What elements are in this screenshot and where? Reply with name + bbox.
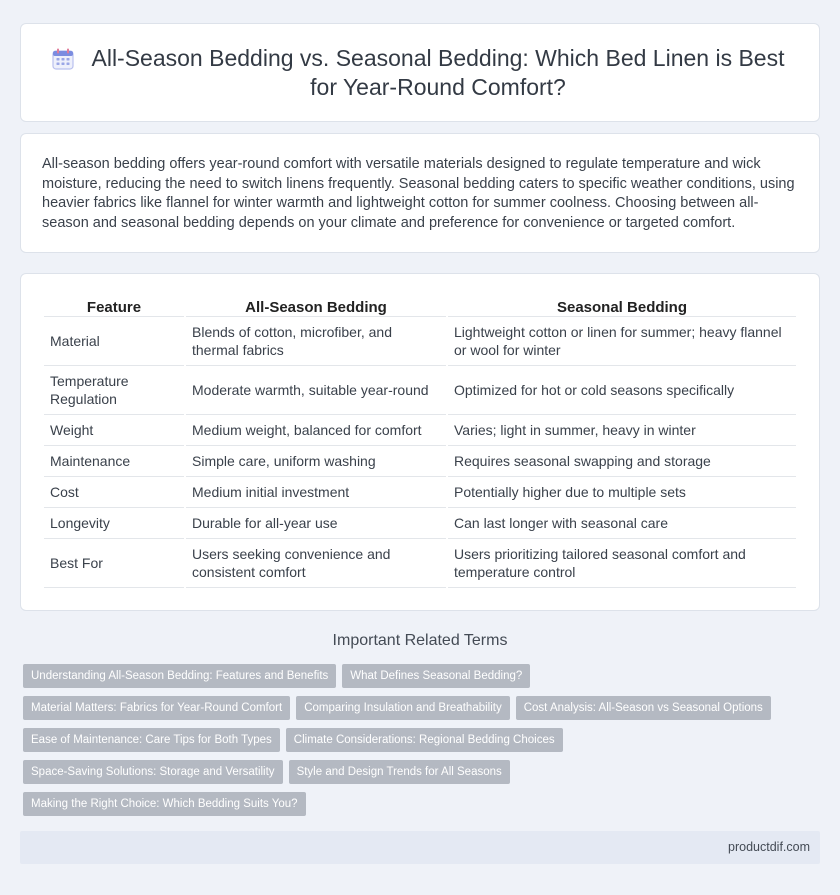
row-feature-cell: Material bbox=[44, 317, 184, 366]
table-row bbox=[44, 477, 796, 508]
row-feature-cell: Best For bbox=[44, 539, 184, 588]
calendar-icon bbox=[51, 47, 75, 71]
row-seasonal-cell: Lightweight cotton or linen for summer; heavy flannel or wool for winter bbox=[448, 317, 796, 366]
table-row bbox=[44, 446, 796, 477]
table-header-row bbox=[44, 295, 796, 317]
footer-site-link[interactable]: productdif.com bbox=[728, 840, 810, 854]
table-row bbox=[44, 317, 796, 366]
related-term-tag[interactable]: Making the Right Choice: Which Bedding Suits You? bbox=[23, 792, 306, 816]
row-feature-cell: Temperature Regulation bbox=[44, 366, 184, 415]
row-all-season-cell: Simple care, uniform washing bbox=[186, 446, 446, 477]
title-row bbox=[21, 24, 819, 121]
related-term-tag[interactable]: What Defines Seasonal Bedding? bbox=[342, 664, 530, 688]
comparison-table-card bbox=[20, 273, 820, 611]
related-term-tag[interactable]: Ease of Maintenance: Care Tips for Both Types bbox=[23, 728, 280, 752]
comparison-table bbox=[42, 295, 798, 588]
intro-paragraph: All-season bedding offers year-round comfort with versatile materials designed to regulate temperature and wick moisture, reducing the need to switch linens frequently. Seasonal bedding caters to specific weather conditions, using heavier fabrics like flannel for winter warmth and lightweight cotton for summer coolness. Choosing between all-season and seasonal bedding depends on your climate and preference for convenience or targeted comfort. bbox=[42, 156, 795, 231]
related-terms-list bbox=[23, 664, 813, 824]
row-all-season-cell: Medium weight, balanced for comfort bbox=[186, 415, 446, 446]
related-term-tag[interactable]: Cost Analysis: All-Season vs Seasonal Options bbox=[516, 696, 771, 720]
related-term-tag[interactable]: Climate Considerations: Regional Bedding Choices bbox=[286, 728, 563, 752]
column-header-feature: Feature bbox=[44, 295, 184, 317]
row-all-season-cell: Durable for all-year use bbox=[186, 508, 446, 539]
row-seasonal-cell: Can last longer with seasonal care bbox=[448, 508, 796, 539]
related-term-tag[interactable]: Style and Design Trends for All Seasons bbox=[289, 760, 510, 784]
row-feature-cell: Cost bbox=[44, 477, 184, 508]
row-seasonal-cell: Requires seasonal swapping and storage bbox=[448, 446, 796, 477]
footer-bar bbox=[20, 831, 820, 864]
intro-card bbox=[20, 133, 820, 253]
related-term-tag[interactable]: Material Matters: Fabrics for Year-Round Comfort bbox=[23, 696, 290, 720]
table-row bbox=[44, 539, 796, 588]
row-all-season-cell: Moderate warmth, suitable year-round bbox=[186, 366, 446, 415]
column-header-seasonal: Seasonal Bedding bbox=[448, 295, 796, 317]
row-feature-cell: Weight bbox=[44, 415, 184, 446]
row-all-season-cell: Blends of cotton, microfiber, and thermal fabrics bbox=[186, 317, 446, 366]
row-seasonal-cell: Users prioritizing tailored seasonal comfort and temperature control bbox=[448, 539, 796, 588]
table-row bbox=[44, 415, 796, 446]
table-row bbox=[44, 508, 796, 539]
row-feature-cell: Maintenance bbox=[44, 446, 184, 477]
row-feature-cell: Longevity bbox=[44, 508, 184, 539]
row-all-season-cell: Users seeking convenience and consistent comfort bbox=[186, 539, 446, 588]
row-all-season-cell: Medium initial investment bbox=[186, 477, 446, 508]
table-row bbox=[44, 366, 796, 415]
related-term-tag[interactable]: Comparing Insulation and Breathability bbox=[296, 696, 510, 720]
column-header-all-season: All-Season Bedding bbox=[186, 295, 446, 317]
row-seasonal-cell: Potentially higher due to multiple sets bbox=[448, 477, 796, 508]
row-seasonal-cell: Optimized for hot or cold seasons specifically bbox=[448, 366, 796, 415]
related-terms-heading: Important Related Terms bbox=[332, 632, 508, 649]
page-title: All-Season Bedding vs. Seasonal Bedding: Which Bed Linen is Best for Year-Round Comfort? bbox=[91, 44, 785, 100]
row-seasonal-cell: Varies; light in summer, heavy in winter bbox=[448, 415, 796, 446]
title-card bbox=[20, 23, 820, 122]
related-term-tag[interactable]: Understanding All-Season Bedding: Features and Benefits bbox=[23, 664, 336, 688]
related-term-tag[interactable]: Space-Saving Solutions: Storage and Versatility bbox=[23, 760, 283, 784]
